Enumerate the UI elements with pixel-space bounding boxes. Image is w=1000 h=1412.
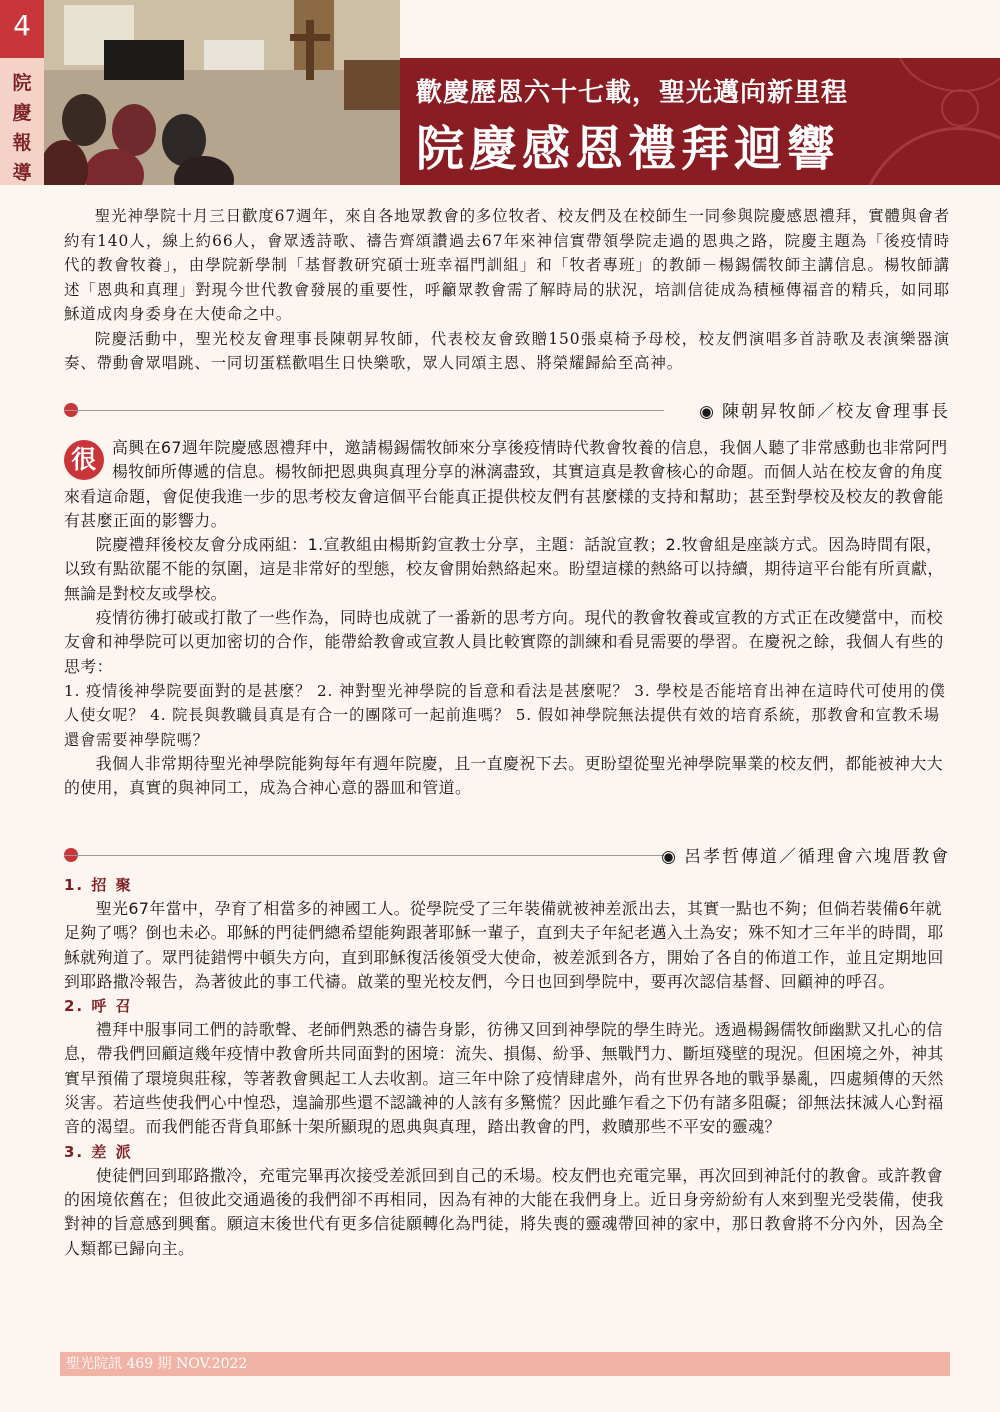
intro-paragraph: 聖光神學院十月三日歡度67週年，來自各地眾教會的多位牧者、校友們及在校師生一同參與院慶感恩禮拜，實體與會者約有140人，線上約66人，會眾透詩歌、禱告齊頌讚過去67年來神信實帶領學院走過的恩典之路，院慶主題為「後疫情時代的教會牧養」，由學院新學制「基督教研究碩士班幸福門訓組」和「牧者專班」的教師－楊錫儒牧師主講信息。楊牧師講述「恩典和真理」對現今世代教會發展的重要性，呼籲眾教會需了解時局的狀況，培訓信徒成為積極傳福音的精兵，如同耶穌道成肉身委身在大使命之中。 xyxy=(64,207,950,323)
section-label xyxy=(0,58,44,185)
intro-section xyxy=(64,204,950,376)
bullet-icon: ◉ xyxy=(661,847,678,867)
article-paragraph: 院慶禮拜後校友會分成兩組：1.宣教組由楊斯鈞宣教士分享，主題：話說宣教；2.牧會組是座談方式。因為時間有限，以致有點欲罷不能的氛圍，這是非常好的型態，校友會開始熱絡起來。盼望這樣的熱絡可以持續，期待這平台能有所貢獻，無論是對校友或學校。 xyxy=(64,535,944,603)
author-name: 呂孝哲傳道／循理會六塊厝教會 xyxy=(684,847,950,867)
intro-paragraph: 院慶活動中，聖光校友會理事長陳朝昇牧師，代表校友會致贈150張桌椅予母校，校友們演唱多首詩歌及表演樂器演奏、帶動會眾唱跳、一同切蛋糕歡唱生日快樂歌，眾人同頌主恩、將榮耀歸給至高神。 xyxy=(64,329,950,372)
section-heading: 2. 呼 召 xyxy=(64,997,133,1016)
article-paragraph: 使徒們回到耶路撒冷，充電完畢再次接受差派回到自己的禾場。校友們也充電完畢，再次回到神託付的教會。或許教會的困境依舊在；但彼此交通過後的我們卻不再相同，因為有神的大能在我們身上。近日身旁紛紛有人來到聖光受裝備，使我對神的旨意感到興奮。願這末後世代有更多信徒願轉化為門徒，將失喪的靈魂帶回神的家中，那日教會將不分內外，因為全人類都已歸向主。 xyxy=(64,1165,944,1258)
article-paragraph: 疫情彷彿打破或打散了一些作為，同時也成就了一番新的思考方向。現代的教會牧養或宣教的方式正在改變當中，而校友會和神學院可以更加密切的合作，能帶給教會或宣教人員比較實際的訓練和看見需要的學習。在慶祝之餘，我個人有些的思考： xyxy=(64,608,944,676)
article-two xyxy=(64,873,950,1261)
article-paragraph: 我個人非常期待聖光神學院能夠每年有週年院慶，且一直慶祝下去。更盼望從聖光神學院畢業的校友們，都能被神大大的使用，真實的與神同工，成為合神心意的器皿和管道。 xyxy=(64,753,943,798)
section-label-char: 院 xyxy=(12,72,32,94)
article-one xyxy=(64,436,950,800)
section-label-char: 導 xyxy=(12,162,32,184)
worship-photo-illustration xyxy=(44,0,400,185)
author-line xyxy=(661,842,950,867)
question-list: 1. 疫情後神學院要面對的是甚麼？ 2. 神對聖光神學院的旨意和看法是甚麼呢？ 3. 學校是否能培育出神在這時代可使用的僕人使女呢？ 4. 院長與教職員真是有合一的團隊可一起前進嗎？ 5. 假如神學院無法提供有效的培育系統，那教會和宣教禾場還會需要神學院嗎？ xyxy=(64,681,946,749)
banner-title: 院慶感恩禮拜迴響 xyxy=(416,121,841,177)
bullet-icon: ◉ xyxy=(699,402,716,422)
title-banner xyxy=(400,58,1000,185)
author-name: 陳朝昇牧師／校友會理事長 xyxy=(722,402,950,422)
event-photo xyxy=(44,0,400,185)
section-label-char: 慶 xyxy=(12,102,32,124)
section-heading: 3. 差 派 xyxy=(64,1142,133,1161)
footer-bar: 聖光院訊 469 期 NOV.2022 xyxy=(60,1352,950,1376)
author-divider xyxy=(64,397,950,423)
side-tab xyxy=(0,0,44,185)
banner-subtitle: 歡慶歷恩六十七載，聖光邁向新里程 xyxy=(416,78,849,108)
section-heading: 1. 招 聚 xyxy=(64,876,133,894)
drop-cap: 很 xyxy=(64,440,104,480)
article-paragraph: 禮拜中服事同工們的詩歌聲、老師們熟悉的禱告身影，彷彿又回到神學院的學生時光。透過楊錫儒牧師幽默又扎心的信息，帶我們回顧這幾年疫情中教會所共同面對的困境：流失、損傷、紛爭、無戰鬥力、斷垣殘壁的現況。但困境之外，神其實早預備了環境與莊稼，等著教會興起工人去收割。這三年中除了疫情肆虐外，尚有世界各地的戰爭暴亂，四處頻傳的天然災害。若這些使我們心中惶恐，遑論那些還不認識神的人該有多驚慌？因此雖乍看之下仍有諸多阻礙；卻無法抹滅人心對福音的渴望。而我們能否背負耶穌十架所顯現的恩典與真理，踏出教會的門，救贖那些不平安的靈魂？ xyxy=(64,1020,944,1137)
author-line xyxy=(699,397,950,422)
article-paragraph xyxy=(64,436,950,533)
divider-line xyxy=(64,410,664,411)
author-divider xyxy=(64,842,950,868)
section-label-char: 報 xyxy=(12,132,32,154)
article-paragraph: 聖光67年當中，孕育了相當多的神國工人。從學院受了三年裝備就被神差派出去，其實一點也不夠；但倘若裝備6年就足夠了嗎？倒也未必。耶穌的門徒們總希望能夠跟著耶穌一輩子，直到夫子年紀老邁入土為安；殊不知才三年半的時間，耶穌就殉道了。眾門徒錯愕中頓失方向，直到耶穌復活後領受大使命，被差派到各方，開始了各自的佈道工作，並且定期地回到耶路撒冷報告，為著彼此的事工代禱。啟業的聖光校友們，今日也回到學院中，要再次認信基督、回顧神的呼召。 xyxy=(64,899,944,991)
page-number: 4 xyxy=(13,9,31,42)
divider-line xyxy=(64,855,664,856)
article-text: 高興在67週年院慶感恩禮拜中，邀請楊錫儒牧師來分享後疫情時代教會牧養的信息，我個人聽了非常感動也非常阿門楊牧師所傳遞的信息。楊牧師把恩典與真理分享的淋漓盡致，其實這真是教會核心的命題。而個人站在校友會的角度來看這命題，會促使我進一步的思考校友會這個平台能真正提供校友們有甚麼樣的支持和幫助；甚至對學校及校友的教會能有甚麼正面的影響力。 xyxy=(64,438,948,530)
